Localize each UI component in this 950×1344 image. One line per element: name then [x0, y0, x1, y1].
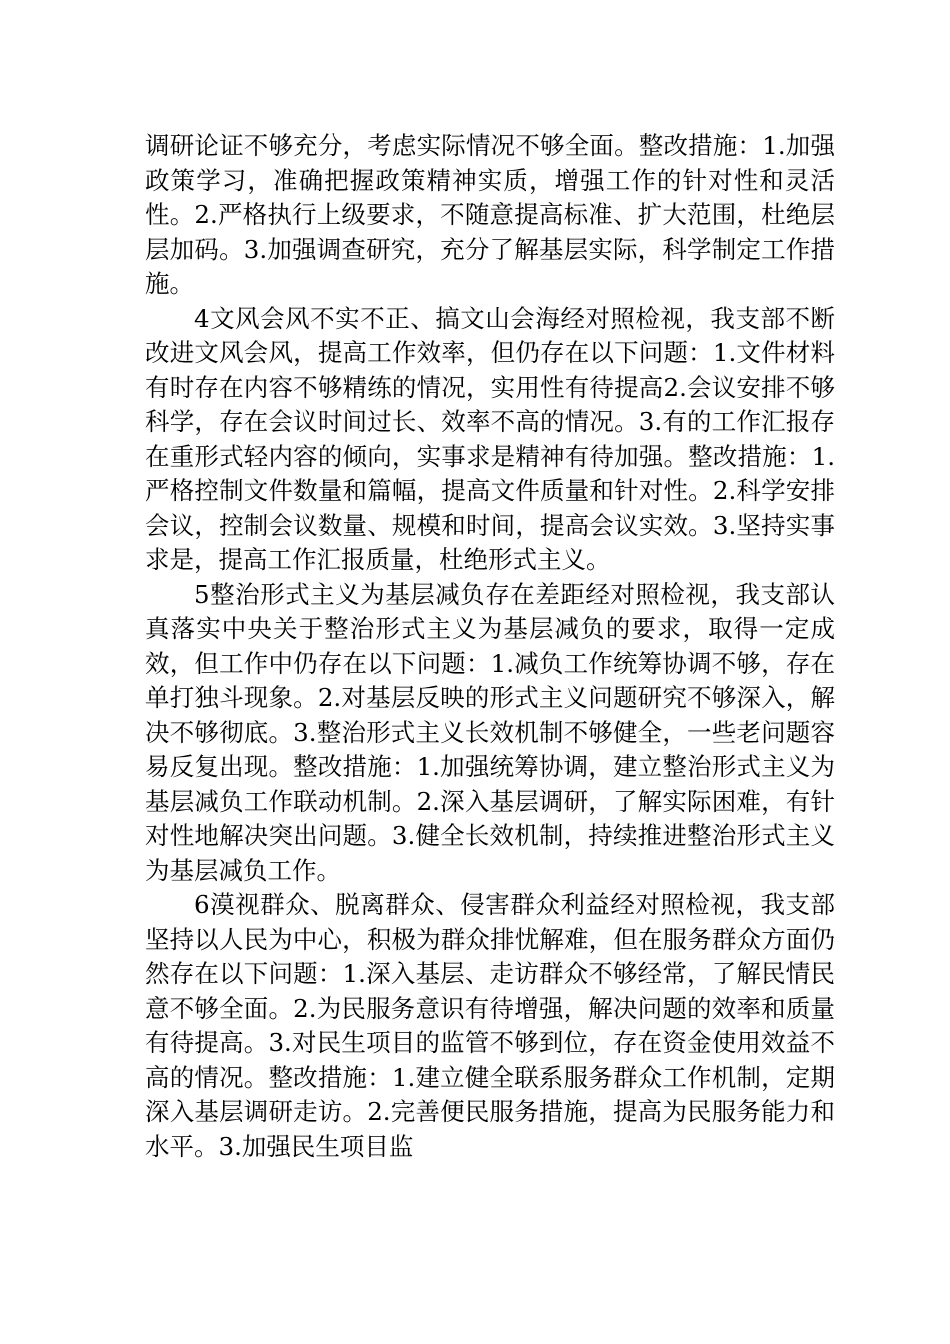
paragraph-6: 6漠视群众、脱离群众、侵害群众利益经对照检视，我支部坚持以人民为中心，积极为群众排忧解难，但在服务群众方面仍然存在以下问题：1.深入基层、走访群众不够经常，了解民情民意不够全面。2.为民服务意识有待增强，解决问题的效率和质量有待提高。3.对民生项目的监管不够到位，存在资金使用效益不高的情况。整改措施：1.建立健全联系服务群众工作机制，定期深入基层调研走访。2.完善便民服务措施，提高为民服务能力和水平。3.加强民生项目监 [145, 890, 835, 1161]
body-text [145, 129, 835, 1164]
paragraph-4: 4文风会风不实不正、搞文山会海经对照检视，我支部不断改进文风会风，提高工作效率，但仍存在以下问题：1.文件材料有时存在内容不够精练的情况，实用性有待提高2.会议安排不够科学，存在会议时间过长、效率不高的情况。3.有的工作汇报存在重形式轻内容的倾向，实事求是精神有待加强。整改措施：1.严格控制文件数量和篇幅，提高文件质量和针对性。2.科学安排会议，控制会议数量、规模和时间，提高会议实效。3.坚持实事求是，提高工作汇报质量，杜绝形式主义。 [145, 303, 835, 574]
paragraph-continuation: 调研论证不够充分，考虑实际情况不够全面。整改措施：1.加强政策学习，准确把握政策精神实质，增强工作的针对性和灵活性。2.严格执行上级要求，不随意提高标准、扩大范围，杜绝层层加码。3.加强调查研究，充分了解基层实际，科学制定工作措施。 [145, 131, 835, 298]
paragraph-5: 5整治形式主义为基层减负存在差距经对照检视，我支部认真落实中央关于整治形式主义为基层减负的要求，取得一定成效，但工作中仍存在以下问题：1.减负工作统筹协调不够，存在单打独斗现象。2.对基层反映的形式主义问题研究不够深入，解决不够彻底。3.整治形式主义长效机制不够健全，一些老问题容易反复出现。整改措施：1.加强统筹协调，建立整治形式主义为基层减负工作联动机制。2.深入基层调研，了解实际困难，有针对性地解决突出问题。3.健全长效机制，持续推进整治形式主义为基层减负工作。 [145, 579, 835, 885]
